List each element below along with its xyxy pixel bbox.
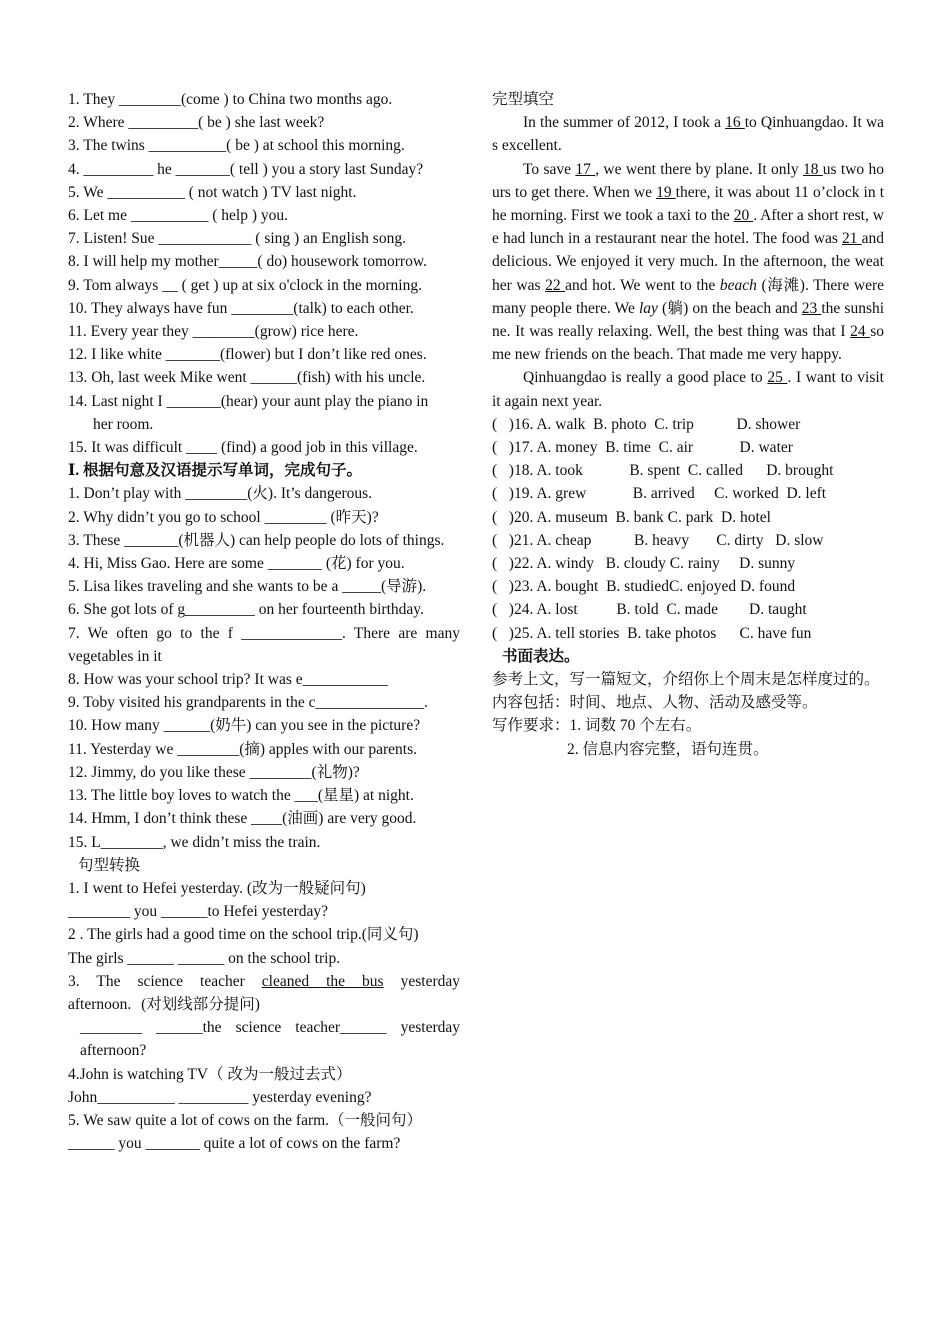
exercise-line: 参考上文，写一篇短文，介绍你上个周末是怎样度过的。	[492, 671, 880, 689]
exercise-line: ( )20. A. museum B. bank C. park D. hotel	[492, 508, 771, 526]
cloze-text: . After a short rest, we had lunch in a restaurant near the hotel. The food was	[492, 207, 884, 248]
cloze-text: (躺) on the beach and	[657, 299, 802, 317]
exercise-line: 内容包括：时间、地点、人物、活动及感受等。	[492, 694, 818, 712]
exercise-line: 9. Toby visited his grandparents in the c______________.	[68, 694, 428, 712]
cloze-blank: 22	[545, 276, 566, 294]
exercise-line: John__________ _________ yesterday evening?	[68, 1088, 372, 1106]
cloze-text: In the summer of 2012, I took a	[523, 114, 726, 132]
cloze-blank: 25	[767, 369, 788, 387]
exercise-line: 1. They ________(come ) to China two months ago.	[68, 91, 393, 108]
cloze-text: Qinhuangdao is really a good place to	[523, 369, 768, 387]
q3-text: 3. The science teacher	[68, 972, 262, 990]
exercise-line: 10. How many ______(奶牛) can you see in the picture?	[68, 717, 421, 735]
exercise-line: 1. I went to Hefei yesterday. (改为一般疑问句)	[68, 879, 366, 897]
exercise-line: 2. Where _________( be ) she last week?	[68, 114, 325, 132]
exercise-line: ________ you ______to Hefei yesterday?	[68, 903, 328, 921]
exercise-line: 7. We often go to the f _____________. There are many vegetables in it	[68, 624, 460, 665]
exercise-line	[68, 970, 460, 1016]
writing-requirement: 2. 信息内容完整，语句连贯。	[567, 740, 769, 758]
exercise-line: ( )21. A. cheap B. heavy C. dirty D. slow	[492, 531, 824, 549]
exercise-line: 10. They always have fun ________(talk) to each other.	[68, 299, 414, 317]
exercise-line: 5. We saw quite a lot of cows on the farm.（一般问句）	[68, 1111, 423, 1129]
exercise-line: 3. The twins __________( be ) at school this morning.	[68, 137, 405, 155]
section-heading-cloze: 完型填空	[492, 91, 555, 108]
exercise-line: ______ you _______ quite a lot of cows on the farm?	[68, 1135, 401, 1153]
exercise-line: her room.	[93, 415, 154, 433]
exercise-line: ( )18. A. took B. spent C. called D. brought	[492, 462, 834, 480]
exercise-line: 2. Why didn’t you go to school ________ (昨天)?	[68, 508, 379, 526]
cloze-blank: 21	[841, 230, 862, 248]
italic-word: lay	[639, 299, 658, 317]
cloze-blank: 19	[656, 183, 676, 201]
cloze-blank: 24	[850, 323, 871, 341]
word-fill-exercise	[68, 552, 460, 622]
exercise-line: 4.John is watching TV（ 改为一般过去式）	[68, 1065, 352, 1083]
exercise-line: The girls ______ ______ on the school trip.	[68, 949, 341, 967]
exercise-line: ( )17. A. money B. time C. air D. water	[492, 439, 793, 457]
left-column	[68, 88, 460, 1155]
exercise-line: 15. L________, we didn’t miss the train.	[68, 833, 321, 851]
cloze-text: us two hours to get there. When we	[492, 160, 884, 201]
exercise-line: 11. Every year they ________(grow) rice here.	[68, 323, 359, 341]
underlined-phrase: cleaned the bus	[261, 972, 384, 990]
exercise-line: ( )23. A. bought B. studiedC. enjoyed D. found	[492, 578, 796, 596]
verb-form-exercise	[68, 88, 460, 390]
q3-text: yesterday afternoon. (对划线部分提问)	[68, 972, 461, 1013]
cloze-text: and delicious. We enjoyed it very much. In the afternoon, the weather was	[492, 230, 884, 294]
exercise-line: ( )16. A. walk B. photo C. trip D. shower	[492, 415, 801, 433]
cloze-text: and hot. We went to the	[565, 276, 720, 294]
exercise-line: 13. The little boy loves to watch the ___(星星) at night.	[68, 787, 414, 805]
exercise-line: ( )22. A. windy B. cloudy C. rainy D. sunny	[492, 555, 796, 573]
italic-word: beach	[719, 276, 757, 294]
exercise-line: 2 . The girls had a good time on the school trip.(同义句)	[68, 926, 419, 944]
sentence-transform-exercise	[68, 1063, 460, 1156]
cloze-text: , we went there by plane. It only	[595, 160, 803, 178]
cloze-blank: 23	[801, 299, 822, 317]
cloze-blank: 20	[733, 207, 754, 225]
exercise-line: 15. It was difficult ____ (find) a good job in this village.	[68, 439, 418, 457]
exercise-line: 8. I will help my mother_____( do) housework tomorrow.	[68, 253, 427, 271]
exercise-line: 11. Yesterday we ________(摘) apples with our parents.	[68, 740, 417, 758]
exercise-line: 12. I like white _______(flower) but I don’t like red ones.	[68, 346, 427, 364]
exercise-line: 5. We __________ ( not watch ) TV last night.	[68, 183, 357, 201]
writing-instructions	[492, 668, 884, 738]
right-column	[492, 88, 884, 761]
word-fill-exercise	[68, 668, 460, 854]
exercise-line: 6. She got lots of g_________ on her fourteenth birthday.	[68, 601, 424, 619]
section-heading-word-fill: Ⅰ. 根据句意及汉语提示写单词，完成句子。	[68, 462, 363, 480]
cloze-blank: 17	[575, 160, 596, 178]
exercise-line: ( )25. A. tell stories B. take photos C. have fun	[492, 624, 812, 642]
word-fill-exercise	[68, 482, 460, 528]
cloze-text: there, it was about 11 o’clock in the morning. First we took a taxi to the	[492, 183, 885, 225]
sentence-transform-exercise	[68, 877, 460, 970]
cloze-paragraph	[492, 366, 884, 412]
exercise-line: 4. Hi, Miss Gao. Here are some _______ (花) for you.	[68, 555, 405, 573]
cloze-text: To save	[523, 160, 576, 178]
exercise-line: 7. Listen! Sue ____________ ( sing ) an English song.	[68, 230, 406, 248]
exercise-line: 1. Don’t play with ________(火). It’s dangerous.	[68, 485, 373, 503]
exercise-line: 14. Hmm, I don’t think these ____(油画) are very good.	[68, 810, 417, 828]
cloze-blank: 18	[802, 160, 823, 178]
exercise-line: 14. Last night I _______(hear) your aunt play the piano in	[68, 392, 429, 410]
exercise-line: ( )19. A. grew B. arrived C. worked D. left	[492, 485, 827, 503]
section-heading-writing: 书面表达。	[502, 647, 580, 665]
cloze-text: to Qinhuangdao. It was excellent.	[492, 114, 885, 155]
cloze-text: the sunshine. It was really relaxing. Well, the best thing was that I	[492, 299, 885, 341]
exercise-line: 写作要求：1. 词数 70 个左右。	[492, 717, 702, 735]
exercise-line: 6. Let me __________ ( help ) you.	[68, 207, 288, 225]
cloze-text: some new friends on the beach. That made me very happy.	[492, 323, 884, 364]
exercise-line: ________ ______the science teacher______ yesterday afternoon?	[80, 1019, 460, 1060]
cloze-paragraph	[492, 158, 884, 367]
exercise-line: 13. Oh, last week Mike went ______(fish) with his uncle.	[68, 369, 426, 387]
exercise-line: 5. Lisa likes traveling and she wants to be a _____(导游).	[68, 578, 427, 596]
cloze-paragraph	[492, 111, 884, 157]
exercise-line: 3. These _______(机器人) can help people do lots of things.	[68, 531, 445, 549]
exercise-line: 8. How was your school trip? It was e___________	[68, 671, 388, 689]
cloze-text: (海滩). There were many people there. We	[492, 276, 884, 317]
exercise-line: 4. _________ he _______( tell ) you a story last Sunday?	[68, 160, 424, 178]
cloze-blank: 16	[725, 114, 745, 132]
section-heading-sentence-transform: 句型转换	[78, 856, 141, 874]
exercise-line: 9. Tom always __ ( get ) up at six o'clock in the morning.	[68, 276, 422, 294]
cloze-choices	[492, 413, 884, 645]
cloze-text: . I want to visit it again next year.	[492, 369, 884, 410]
exercise-line: 12. Jimmy, do you like these ________(礼物)?	[68, 763, 360, 781]
exercise-line: ( )24. A. lost B. told C. made D. taught	[492, 601, 807, 619]
